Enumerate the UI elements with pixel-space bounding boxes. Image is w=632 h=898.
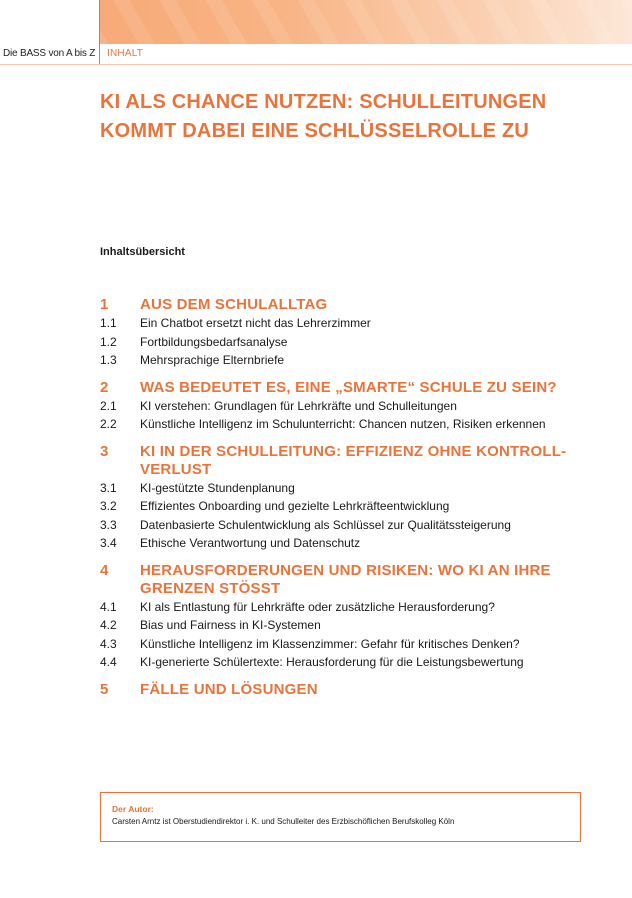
toc-section-heading[interactable] bbox=[100, 379, 590, 397]
toc-subsection-number: 3.4 bbox=[100, 536, 117, 550]
toc-section-number: 3 bbox=[100, 442, 109, 460]
toc-subsection-title: Künstliche Intelligenz im Klassenzimmer: Gefahr für kritisches Denken? bbox=[140, 636, 520, 651]
toc-section-title: HERAUSFORDERUNGEN UND RISIKEN: WO KI AN IHRE GRENZEN STÖSST bbox=[140, 561, 551, 597]
toc-subsection-number: 4.2 bbox=[100, 618, 117, 632]
toc-section bbox=[100, 296, 590, 370]
toc-subsection[interactable] bbox=[100, 653, 590, 672]
toc-subsection-title: Ein Chatbot ersetzt nicht das Lehrerzimmer bbox=[140, 316, 371, 330]
toc-subsection-title: KI-generierte Schülertexte: Herausforderung für die Leistungsbewertung bbox=[140, 655, 524, 669]
toc-subsection[interactable] bbox=[100, 479, 590, 498]
toc-subsection[interactable] bbox=[100, 333, 590, 352]
header-banner-blank bbox=[0, 0, 99, 44]
toc-subsection[interactable] bbox=[100, 516, 590, 535]
header-rule bbox=[0, 64, 632, 65]
toc-subsection-title: KI als Entlastung für Lehrkräfte oder zusätzliche Herausforderung? bbox=[140, 599, 495, 614]
page-title: KI ALS CHANCE NUTZEN: SCHULLEITUNGEN KOMMT DABEI EINE SCHLÜSSELROLLE ZU bbox=[100, 91, 547, 142]
toc-subsection[interactable] bbox=[100, 616, 590, 635]
section-label: INHALT bbox=[107, 48, 144, 59]
toc-section-title: WAS BEDEUTET ES, EINE „SMARTE“ SCHULE ZU SEIN? bbox=[140, 378, 557, 396]
toc-section-number: 2 bbox=[100, 378, 109, 396]
toc-section-title: AUS DEM SCHULALLTAG bbox=[140, 296, 328, 313]
toc-subsection[interactable] bbox=[100, 351, 590, 370]
toc-section-number: 1 bbox=[100, 296, 109, 313]
author-box bbox=[100, 792, 581, 842]
author-text: Carsten Arntz ist Oberstudiendirektor i. K. und Schulleiter des Erzbischöflichen Berufskolleg Köln bbox=[112, 817, 455, 826]
toc-subsection-number: 2.2 bbox=[100, 417, 117, 431]
toc-subsection-title: KI verstehen: Grundlagen für Lehrkräfte und Schulleitungen bbox=[140, 398, 457, 413]
toc-section bbox=[100, 443, 590, 553]
toc-section bbox=[100, 681, 590, 699]
table-of-contents bbox=[100, 296, 590, 708]
running-header bbox=[0, 44, 632, 64]
toc-section-number: 4 bbox=[100, 561, 109, 579]
toc-subsection-number: 1.1 bbox=[100, 316, 117, 330]
toc-subsection-title: Fortbildungsbedarfsanalyse bbox=[140, 334, 288, 349]
toc-section-heading[interactable] bbox=[100, 562, 590, 598]
toc-subsection[interactable] bbox=[100, 314, 590, 333]
toc-subsection[interactable] bbox=[100, 635, 590, 654]
toc-subsection-number: 1.3 bbox=[100, 353, 117, 367]
toc-subsection-title: Bias und Fairness in KI-Systemen bbox=[140, 618, 321, 632]
overview-label: Inhaltsübersicht bbox=[100, 246, 185, 258]
toc-section-heading[interactable] bbox=[100, 296, 590, 314]
toc-subsection[interactable] bbox=[100, 534, 590, 553]
toc-subsection-number: 4.3 bbox=[100, 636, 117, 651]
toc-subsection-number: 1.2 bbox=[100, 334, 117, 349]
toc-section-title: FÄLLE UND LÖSUNGEN bbox=[140, 680, 318, 698]
toc-subsection-title: Ethische Verantwortung und Datenschutz bbox=[140, 536, 361, 550]
toc-subsection-title: Künstliche Intelligenz im Schulunterricht: Chancen nutzen, Risiken erkennen bbox=[140, 417, 546, 431]
toc-subsection-title: KI-gestützte Stundenplanung bbox=[140, 480, 295, 495]
toc-subsection[interactable] bbox=[100, 497, 590, 516]
toc-section-heading[interactable] bbox=[100, 681, 590, 699]
toc-section-title: KI IN DER SCHULLEITUNG: EFFIZIENZ OHNE KONTROLLVERLUST bbox=[140, 442, 567, 478]
toc-subsection-title: Datenbasierte Schulentwicklung als Schlüssel zur Qualitätssteigerung bbox=[140, 517, 511, 532]
toc-subsection-title: Effizientes Onboarding und gezielte Lehrkräfteentwicklung bbox=[140, 499, 450, 513]
toc-subsection-number: 4.4 bbox=[100, 655, 117, 669]
toc-subsection[interactable] bbox=[100, 397, 590, 416]
toc-section bbox=[100, 379, 590, 434]
toc-section-heading[interactable] bbox=[100, 443, 590, 479]
toc-subsection[interactable] bbox=[100, 598, 590, 617]
toc-subsection-number: 2.1 bbox=[100, 398, 117, 413]
toc-section-number: 5 bbox=[100, 680, 109, 698]
toc-subsection-number: 3.1 bbox=[100, 480, 117, 495]
author-label: Der Autor: bbox=[112, 804, 154, 814]
publication-label: Die BASS von A bis Z bbox=[3, 48, 96, 59]
toc-subsection[interactable] bbox=[100, 415, 590, 434]
toc-subsection-title: Mehrsprachige Elternbriefe bbox=[140, 353, 285, 367]
toc-section bbox=[100, 562, 590, 672]
toc-subsection-number: 4.1 bbox=[100, 599, 117, 614]
toc-subsection-number: 3.2 bbox=[100, 499, 117, 513]
toc-subsection-number: 3.3 bbox=[100, 517, 117, 532]
